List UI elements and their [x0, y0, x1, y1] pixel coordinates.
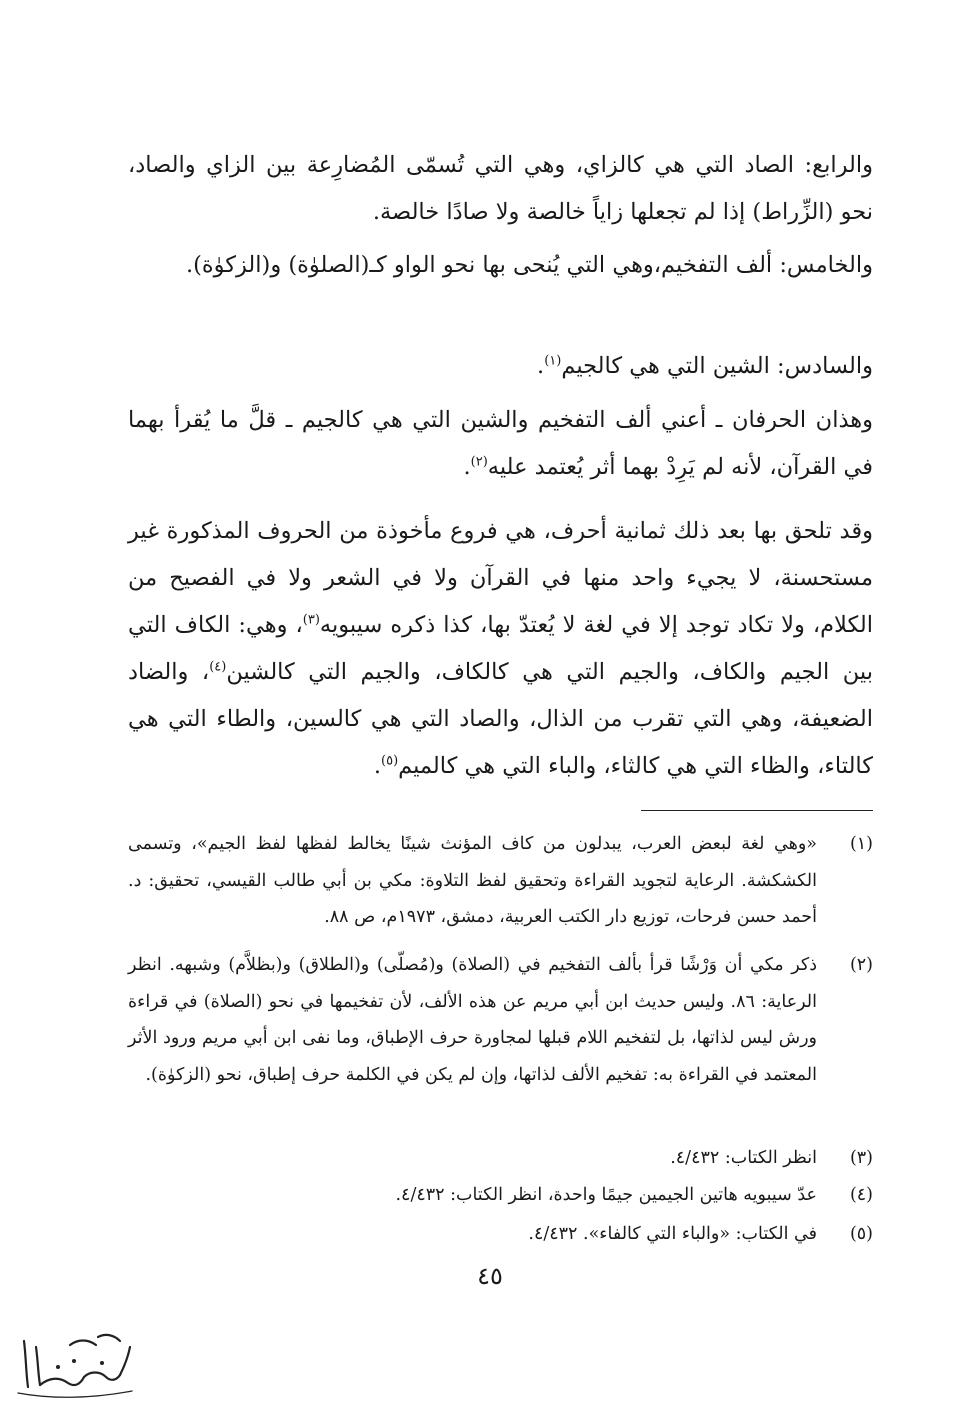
- calligraphy-stamp-logo: [10, 1327, 138, 1407]
- footnote-number: (٤): [849, 1185, 873, 1205]
- paragraph-end: .: [537, 353, 545, 379]
- footnote-1: [128, 826, 873, 936]
- paragraph-fourth-letter: [128, 142, 873, 236]
- footnote-text: «وهي لغة لبعض العرب، يبدلون من كاف المؤنث شينًا يخالط لفظها لفظ الجيم»، وتسمى الكشكشة. الرعاية لتجويد القراءة وتحقيق لفظ التلاوة: مكي بن أبي طالب القيسي، تحقيق: د. أحمد حسن فرحات، توزيع دار الكتب العربية، دمشق، ١٩٧٣م، ص ٨٨.: [128, 834, 817, 927]
- footnote-3: [128, 1140, 873, 1177]
- paragraph-eight-letters: [128, 508, 873, 790]
- paragraph-text: وقد تلحق بها بعد ذلك ثمانية أحرف، هي فروع مأخوذة من الحروف المذكورة غير مستحسنة، لا يجيء واحد منها في القرآن ولا في الشعر ولا في الفصيح من الكلام، ولا تكاد توجد إلا في لغة لا يُعتدّ بها، كذا ذكره سيبويه: [128, 518, 874, 638]
- footnote-ref-1[interactable]: (١): [544, 353, 562, 369]
- footnote-text: في الكتاب: «والباء التي كالفاء». ٤/٤٣٢.: [528, 1224, 817, 1244]
- paragraph-text: والرابع: الصاد التي هي كالزاي، وهي التي تُسمّى المُضارِعة بين الزاي والصاد، نحو (الزِّراط) إذا لم تجعلها زاياً خالصة ولا صادًا خالصة.: [128, 152, 873, 225]
- paragraph-text: ، وهي: الكاف التي بين الجيم والكاف، والجيم التي هي كالكاف، والجيم التي كالشين: [128, 612, 873, 685]
- paragraph-text: وهذان الحرفان ـ أعني ألف التفخيم والشين التي هي كالجيم ـ قلَّ ما يُقرأ بهما في القرآن، لأنه لم يَرِدْ بهما أثر يُعتمد عليه: [128, 407, 873, 480]
- footnote-ref-4[interactable]: (٤): [209, 659, 227, 675]
- footnote-number: (٢): [849, 955, 873, 975]
- footnote-2: [128, 947, 873, 1093]
- footnote-number: (٣): [849, 1148, 873, 1168]
- paragraph-sixth-letter: [128, 343, 873, 390]
- footnote-ref-2[interactable]: (٢): [470, 454, 488, 470]
- paragraph-fifth-letter: [128, 242, 873, 289]
- page-number: ٤٥: [477, 1262, 503, 1290]
- paragraph-end: .: [463, 454, 471, 480]
- footnote-text: عدّ سيبويه هاتين الجيمين جيمًا واحدة، انظر الكتاب: ٤/٤٣٢.: [395, 1185, 817, 1205]
- footnote-ref-5[interactable]: (٥): [381, 753, 399, 769]
- footnote-text: انظر الكتاب: ٤/٤٣٢.: [670, 1148, 817, 1168]
- footnote-text: ذكر مكي أن وَرْشًا قرأ بألف التفخيم في (الصلاة) و(مُصلّى) و(الطلاق) و(بظلاَّم) وشبهه. انظر الرعاية: ٨٦. وليس حديث ابن أبي مريم عن هذه الألف، لأن تفخيمها في نحو (الصلاة) في قراءة ورش ليس لذاتها، بل لتفخيم اللام قبلها لمجاورة حرف الإطباق، وما نفى ابن أبي مريم ورود الأثر المعتمد في القراءة به: تفخيم الألف لذاتها، وإن لم يكن في الكلمة حرف إطباق، نحو (الزكوٰة).: [128, 955, 817, 1085]
- paragraph-text: ، والضاد الضعيفة، وهي التي تقرب من الذال، والصاد التي هي كالسين، والطاء التي هي كالتاء، والظاء التي هي كالثاء، والباء التي هي كالميم: [128, 659, 873, 779]
- footnote-number: (١): [849, 834, 873, 854]
- footnote-ref-3[interactable]: (٣): [302, 612, 320, 628]
- paragraph-text: والخامس: ألف التفخيم،وهي التي يُنحى بها نحو الواو كـ(الصلوٰة) و(الزكوٰة).: [185, 252, 873, 278]
- footnote-number: (٥): [849, 1224, 873, 1244]
- paragraph-end: .: [373, 753, 382, 779]
- footnote-4: [128, 1177, 873, 1214]
- footnote-divider: [641, 810, 873, 811]
- footnote-5: [128, 1216, 873, 1253]
- paragraph-two-letters: [128, 397, 873, 491]
- paragraph-text: والسادس: الشين التي هي كالجيم: [561, 353, 873, 379]
